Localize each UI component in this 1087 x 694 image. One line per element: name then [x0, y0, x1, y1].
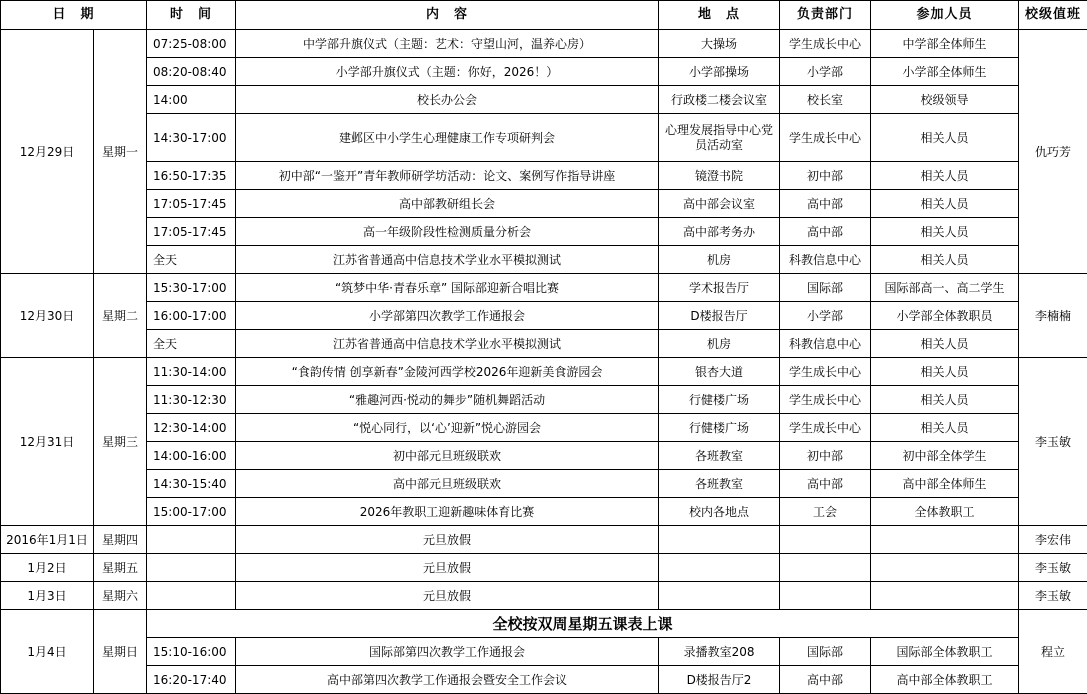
event-time: 08:20-08:40 [147, 58, 236, 86]
event-content: 江苏省普通高中信息技术学业水平模拟测试 [236, 246, 659, 274]
event-content: “悦心同行，以‘心’迎新”悦心游园会 [236, 414, 659, 442]
event-content: 中学部升旗仪式（主题：艺术：守望山河，温养心房） [236, 30, 659, 58]
event-content: 2026年教职工迎新趣味体育比赛 [236, 498, 659, 526]
event-time [147, 554, 236, 582]
event-row [1, 358, 1087, 386]
event-content: “筑梦中华·青春乐章” 国际部迎新合唱比赛 [236, 274, 659, 302]
event-row [1, 190, 1087, 218]
event-participants: 初中部全体学生 [871, 442, 1019, 470]
day-weekday: 星期四 [94, 526, 147, 554]
event-content: 小学部升旗仪式（主题：你好，2026！） [236, 58, 659, 86]
event-department: 小学部 [780, 58, 871, 86]
event-department: 科教信息中心 [780, 330, 871, 358]
event-time: 14:00-16:00 [147, 442, 236, 470]
event-department: 小学部 [780, 302, 871, 330]
event-participants: 高中部全体教职工 [871, 666, 1019, 694]
event-department: 学生成长中心 [780, 114, 871, 162]
day-date: 12月31日 [1, 358, 94, 526]
event-time: 15:30-17:00 [147, 274, 236, 302]
event-location: D楼报告厅 [659, 302, 780, 330]
event-location: 心理发展指导中心党员活动室 [659, 114, 780, 162]
event-location: 学术报告厅 [659, 274, 780, 302]
event-row [1, 218, 1087, 246]
day-date: 1月4日 [1, 610, 94, 694]
day-duty: 李玉敏 [1019, 582, 1087, 610]
schedule-notice: 全校按双周星期五课表上课 [147, 610, 1019, 638]
event-content: “雅趣河西·悦动的舞步”随机舞蹈活动 [236, 386, 659, 414]
day-date: 12月29日 [1, 30, 94, 274]
event-time [147, 526, 236, 554]
event-content: 高中部第四次教学工作通报会暨安全工作会议 [236, 666, 659, 694]
event-location: 机房 [659, 246, 780, 274]
event-content: 初中部元旦班级联欢 [236, 442, 659, 470]
event-participants: 相关人员 [871, 218, 1019, 246]
day-date: 12月30日 [1, 274, 94, 358]
header-date: 日 期 [1, 1, 147, 30]
event-row [1, 386, 1087, 414]
schedule-body [1, 1, 1087, 694]
event-department: 工会 [780, 498, 871, 526]
event-content: 建邺区中小学生心理健康工作专项研判会 [236, 114, 659, 162]
day-duty: 李宏伟 [1019, 526, 1087, 554]
event-participants: 相关人员 [871, 414, 1019, 442]
event-participants: 国际部全体教职工 [871, 638, 1019, 666]
event-location: D楼报告厅2 [659, 666, 780, 694]
event-department: 高中部 [780, 190, 871, 218]
day-weekday: 星期二 [94, 274, 147, 358]
header-duty: 校级值班 [1019, 1, 1087, 30]
event-location: 各班教室 [659, 442, 780, 470]
event-location: 镜澄书院 [659, 162, 780, 190]
event-row [1, 470, 1087, 498]
event-location: 行健楼广场 [659, 386, 780, 414]
event-department: 学生成长中心 [780, 358, 871, 386]
day-date: 1月3日 [1, 582, 94, 610]
event-time: 16:20-17:40 [147, 666, 236, 694]
day-weekday: 星期日 [94, 610, 147, 694]
event-department: 国际部 [780, 638, 871, 666]
event-time: 12:30-14:00 [147, 414, 236, 442]
event-department: 初中部 [780, 442, 871, 470]
event-time: 07:25-08:00 [147, 30, 236, 58]
day-duty: 程立 [1019, 610, 1087, 694]
event-content: 元旦放假 [236, 582, 659, 610]
event-content: 小学部第四次教学工作通报会 [236, 302, 659, 330]
event-participants [871, 526, 1019, 554]
event-participants: 国际部高一、高二学生 [871, 274, 1019, 302]
event-content: 高中部元旦班级联欢 [236, 470, 659, 498]
event-location: 银杏大道 [659, 358, 780, 386]
event-row [1, 274, 1087, 302]
day-weekday: 星期一 [94, 30, 147, 274]
event-department: 科教信息中心 [780, 246, 871, 274]
event-row [1, 30, 1087, 58]
event-department: 学生成长中心 [780, 386, 871, 414]
header-location: 地 点 [659, 1, 780, 30]
event-content: 校长办公会 [236, 86, 659, 114]
event-content: 高中部教研组长会 [236, 190, 659, 218]
event-content: 国际部第四次教学工作通报会 [236, 638, 659, 666]
event-location: 机房 [659, 330, 780, 358]
day-duty: 李楠楠 [1019, 274, 1087, 358]
event-location: 小学部操场 [659, 58, 780, 86]
event-participants: 高中部全体师生 [871, 470, 1019, 498]
event-row [1, 554, 1087, 582]
event-department [780, 526, 871, 554]
header-participants: 参加人员 [871, 1, 1019, 30]
event-time: 17:05-17:45 [147, 190, 236, 218]
event-time: 全天 [147, 246, 236, 274]
day-duty: 李玉敏 [1019, 554, 1087, 582]
event-row [1, 414, 1087, 442]
event-participants: 相关人员 [871, 358, 1019, 386]
event-time: 14:30-15:40 [147, 470, 236, 498]
event-location: 行健楼广场 [659, 414, 780, 442]
event-time: 全天 [147, 330, 236, 358]
event-participants: 相关人员 [871, 190, 1019, 218]
event-row [1, 58, 1087, 86]
event-participants: 相关人员 [871, 330, 1019, 358]
event-row [1, 302, 1087, 330]
day-duty: 仇巧芳 [1019, 30, 1087, 274]
event-time: 15:00-17:00 [147, 498, 236, 526]
event-department: 学生成长中心 [780, 30, 871, 58]
event-department: 初中部 [780, 162, 871, 190]
event-participants: 相关人员 [871, 386, 1019, 414]
event-row [1, 498, 1087, 526]
event-location: 录播教室208 [659, 638, 780, 666]
event-participants [871, 582, 1019, 610]
event-row [1, 526, 1087, 554]
header-content: 内 容 [236, 1, 659, 30]
day-weekday: 星期六 [94, 582, 147, 610]
event-location [659, 554, 780, 582]
event-row [1, 114, 1087, 162]
day-duty: 李玉敏 [1019, 358, 1087, 526]
event-time: 17:05-17:45 [147, 218, 236, 246]
event-participants: 全体教职工 [871, 498, 1019, 526]
event-department [780, 554, 871, 582]
day-weekday: 星期五 [94, 554, 147, 582]
event-location: 各班教室 [659, 470, 780, 498]
event-row [1, 666, 1087, 694]
event-row [1, 330, 1087, 358]
event-row [1, 162, 1087, 190]
event-participants [871, 554, 1019, 582]
event-location [659, 582, 780, 610]
notice-row [1, 610, 1087, 638]
event-content: 初中部“一鉴开”青年教师研学坊活动：论文、案例写作指导讲座 [236, 162, 659, 190]
event-participants: 校级领导 [871, 86, 1019, 114]
event-content: 江苏省普通高中信息技术学业水平模拟测试 [236, 330, 659, 358]
event-time: 16:00-17:00 [147, 302, 236, 330]
event-department [780, 582, 871, 610]
event-row [1, 582, 1087, 610]
event-time: 11:30-12:30 [147, 386, 236, 414]
event-department: 高中部 [780, 218, 871, 246]
event-location [659, 526, 780, 554]
event-location: 大操场 [659, 30, 780, 58]
event-participants: 相关人员 [871, 114, 1019, 162]
event-time: 14:00 [147, 86, 236, 114]
event-time: 14:30-17:00 [147, 114, 236, 162]
header-row [1, 1, 1087, 30]
event-row [1, 86, 1087, 114]
event-location: 高中部会议室 [659, 190, 780, 218]
header-time: 时 间 [147, 1, 236, 30]
event-location: 校内各地点 [659, 498, 780, 526]
event-content: 高一年级阶段性检测质量分析会 [236, 218, 659, 246]
event-content: “食韵传情 创享新春”金陵河西学校2026年迎新美食游园会 [236, 358, 659, 386]
event-time [147, 582, 236, 610]
event-participants: 相关人员 [871, 246, 1019, 274]
event-participants: 小学部全体师生 [871, 58, 1019, 86]
event-department: 校长室 [780, 86, 871, 114]
event-department: 高中部 [780, 470, 871, 498]
event-department: 国际部 [780, 274, 871, 302]
event-location: 行政楼二楼会议室 [659, 86, 780, 114]
event-department: 高中部 [780, 666, 871, 694]
event-time: 16:50-17:35 [147, 162, 236, 190]
event-content: 元旦放假 [236, 554, 659, 582]
event-time: 11:30-14:00 [147, 358, 236, 386]
day-weekday: 星期三 [94, 358, 147, 526]
event-row [1, 442, 1087, 470]
day-date: 2016年1月1日 [1, 526, 94, 554]
event-row [1, 638, 1087, 666]
event-row [1, 246, 1087, 274]
event-location: 高中部考务办 [659, 218, 780, 246]
day-date: 1月2日 [1, 554, 94, 582]
event-time: 15:10-16:00 [147, 638, 236, 666]
event-content: 元旦放假 [236, 526, 659, 554]
event-department: 学生成长中心 [780, 414, 871, 442]
header-department: 负责部门 [780, 1, 871, 30]
event-participants: 相关人员 [871, 162, 1019, 190]
event-participants: 中学部全体师生 [871, 30, 1019, 58]
event-participants: 小学部全体教职员 [871, 302, 1019, 330]
